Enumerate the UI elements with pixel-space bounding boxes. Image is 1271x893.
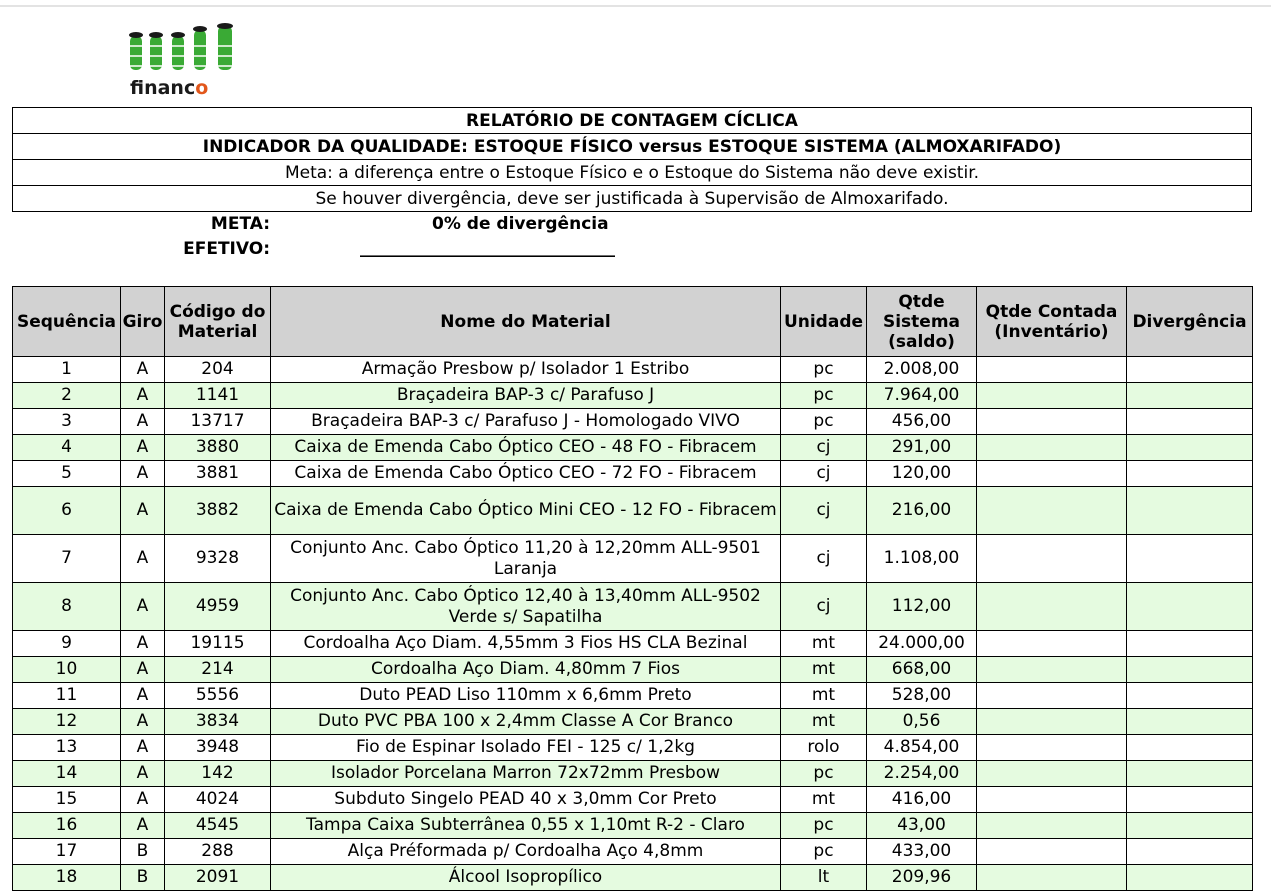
table-row <box>13 709 1253 735</box>
table-cell <box>1127 435 1253 461</box>
table-cell: 13717 <box>165 409 271 435</box>
table-cell[interactable] <box>977 583 1127 631</box>
table-cell: 17 <box>13 839 121 865</box>
table-cell: mt <box>781 657 867 683</box>
logo-wordmark: financo <box>130 77 209 99</box>
table-cell: 2091 <box>165 865 271 891</box>
table-cell[interactable] <box>977 735 1127 761</box>
table-cell <box>1127 583 1253 631</box>
table-cell[interactable] <box>977 657 1127 683</box>
table-cell: Braçadeira BAP-3 c/ Parafuso J <box>271 383 781 409</box>
table-cell: A <box>121 461 165 487</box>
table-cell[interactable] <box>977 435 1127 461</box>
table-cell: cj <box>781 461 867 487</box>
table-cell: pc <box>781 383 867 409</box>
table-cell <box>1127 357 1253 383</box>
table-cell: 2 <box>13 383 121 409</box>
table-cell: Subduto Singelo PEAD 40 x 3,0mm Cor Preto <box>271 787 781 813</box>
table-cell: Caixa de Emenda Cabo Óptico Mini CEO - 12 FO - Fibracem <box>271 487 781 535</box>
table-cell: mt <box>781 683 867 709</box>
table-cell: rolo <box>781 735 867 761</box>
top-divider <box>0 5 1271 7</box>
logo-bars-icon <box>128 22 240 78</box>
table-cell: 15 <box>13 787 121 813</box>
table-row <box>13 409 1253 435</box>
table-cell <box>1127 865 1253 891</box>
meta-value: 0% de divergência <box>432 214 609 234</box>
table-cell: Conjunto Anc. Cabo Óptico 11,20 à 12,20mm ALL-9501 Laranja <box>271 535 781 583</box>
table-cell: A <box>121 761 165 787</box>
table-cell: 7.964,00 <box>867 383 977 409</box>
table-cell: 433,00 <box>867 839 977 865</box>
table-cell: 8 <box>13 583 121 631</box>
table-cell: 16 <box>13 813 121 839</box>
table-cell: cj <box>781 487 867 535</box>
goal-note: Meta: a diferença entre o Estoque Físico e o Estoque do Sistema não deve existir. <box>13 160 1252 186</box>
table-cell: Fio de Espinar Isolado FEI - 125 c/ 1,2kg <box>271 735 781 761</box>
table-cell: 5556 <box>165 683 271 709</box>
table-row <box>13 735 1253 761</box>
table-cell: 142 <box>165 761 271 787</box>
table-cell: A <box>121 409 165 435</box>
table-row <box>13 787 1253 813</box>
table-cell: 5 <box>13 461 121 487</box>
table-cell: pc <box>781 839 867 865</box>
table-cell[interactable] <box>977 357 1127 383</box>
table-cell: 43,00 <box>867 813 977 839</box>
table-cell[interactable] <box>977 487 1127 535</box>
table-cell: B <box>121 865 165 891</box>
table-cell: 4 <box>13 435 121 461</box>
report-title: RELATÓRIO DE CONTAGEM CÍCLICA <box>13 108 1252 134</box>
col-header: Código do Material <box>165 287 271 357</box>
table-cell <box>1127 839 1253 865</box>
table-cell: Armação Presbow p/ Isolador 1 Estribo <box>271 357 781 383</box>
table-cell: Duto PVC PBA 100 x 2,4mm Classe A Cor Branco <box>271 709 781 735</box>
table-cell: 11 <box>13 683 121 709</box>
table-cell: Tampa Caixa Subterrânea 0,55 x 1,10mt R-2 - Claro <box>271 813 781 839</box>
table-cell: 4.854,00 <box>867 735 977 761</box>
table-cell: 9328 <box>165 535 271 583</box>
table-cell: pc <box>781 813 867 839</box>
table-cell <box>1127 735 1253 761</box>
table-cell[interactable] <box>977 383 1127 409</box>
table-cell: A <box>121 787 165 813</box>
table-cell: 456,00 <box>867 409 977 435</box>
company-logo <box>128 22 240 100</box>
table-cell: A <box>121 435 165 461</box>
table-cell: Duto PEAD Liso 110mm x 6,6mm Preto <box>271 683 781 709</box>
table-row <box>13 631 1253 657</box>
table-cell: cj <box>781 535 867 583</box>
report-subtitle: INDICADOR DA QUALIDADE: ESTOQUE FÍSICO versus ESTOQUE SISTEMA (ALMOXARIFADO) <box>13 134 1252 160</box>
table-row <box>13 761 1253 787</box>
table-cell <box>1127 761 1253 787</box>
table-cell: Alça Préformada p/ Cordoalha Aço 4,8mm <box>271 839 781 865</box>
table-cell: 216,00 <box>867 487 977 535</box>
table-cell: 3834 <box>165 709 271 735</box>
table-cell[interactable] <box>977 839 1127 865</box>
table-cell: pc <box>781 409 867 435</box>
table-cell: A <box>121 631 165 657</box>
table-row <box>13 583 1253 631</box>
table-cell: A <box>121 683 165 709</box>
table-row <box>13 535 1253 583</box>
table-cell: A <box>121 583 165 631</box>
table-row <box>13 383 1253 409</box>
table-cell: 3880 <box>165 435 271 461</box>
table-cell: pc <box>781 761 867 787</box>
table-cell: mt <box>781 709 867 735</box>
table-cell[interactable] <box>977 709 1127 735</box>
table-cell[interactable] <box>977 865 1127 891</box>
table-cell[interactable] <box>977 409 1127 435</box>
report-header <box>12 107 1252 212</box>
table-row <box>13 357 1253 383</box>
table-cell: pc <box>781 357 867 383</box>
table-cell: 19115 <box>165 631 271 657</box>
table-cell[interactable] <box>977 461 1127 487</box>
table-cell: Conjunto Anc. Cabo Óptico 12,40 à 13,40mm ALL-9502 Verde s/ Sapatilha <box>271 583 781 631</box>
col-header: Nome do Material <box>271 287 781 357</box>
table-cell: B <box>121 839 165 865</box>
table-cell: 668,00 <box>867 657 977 683</box>
table-row <box>13 657 1253 683</box>
table-cell: A <box>121 487 165 535</box>
table-row <box>13 683 1253 709</box>
table-cell[interactable] <box>977 631 1127 657</box>
table-cell <box>1127 787 1253 813</box>
table-cell: 120,00 <box>867 461 977 487</box>
col-header: Unidade <box>781 287 867 357</box>
table-cell: 416,00 <box>867 787 977 813</box>
table-cell: Caixa de Emenda Cabo Óptico CEO - 48 FO - Fibracem <box>271 435 781 461</box>
table-cell: 112,00 <box>867 583 977 631</box>
table-cell <box>1127 657 1253 683</box>
table-cell: A <box>121 535 165 583</box>
table-cell: 3881 <box>165 461 271 487</box>
table-cell: A <box>121 657 165 683</box>
table-cell: A <box>121 709 165 735</box>
table-cell: Isolador Porcelana Marron 72x72mm Presbow <box>271 761 781 787</box>
col-header: Giro <box>121 287 165 357</box>
table-cell: 288 <box>165 839 271 865</box>
table-cell: Cordoalha Aço Diam. 4,80mm 7 Fios <box>271 657 781 683</box>
table-cell: lt <box>781 865 867 891</box>
col-header: Sequência <box>13 287 121 357</box>
table-cell[interactable] <box>977 683 1127 709</box>
table-cell: 10 <box>13 657 121 683</box>
table-cell: 24.000,00 <box>867 631 977 657</box>
table-cell: 3882 <box>165 487 271 535</box>
table-cell: cj <box>781 583 867 631</box>
table-cell: 2.254,00 <box>867 761 977 787</box>
col-header: Qtde Sistema (saldo) <box>867 287 977 357</box>
table-cell[interactable] <box>977 787 1127 813</box>
table-row <box>13 813 1253 839</box>
table-cell: 1 <box>13 357 121 383</box>
table-cell: 214 <box>165 657 271 683</box>
table-cell: Álcool Isopropílico <box>271 865 781 891</box>
table-cell: 13 <box>13 735 121 761</box>
table-cell: 204 <box>165 357 271 383</box>
table-cell <box>1127 631 1253 657</box>
table-cell: 3948 <box>165 735 271 761</box>
table-cell: 14 <box>13 761 121 787</box>
table-cell <box>1127 813 1253 839</box>
table-cell: A <box>121 383 165 409</box>
meta-label: META: <box>210 214 270 234</box>
table-cell: Cordoalha Aço Diam. 4,55mm 3 Fios HS CLA Bezinal <box>271 631 781 657</box>
table-row <box>13 487 1253 535</box>
table-cell: Caixa de Emenda Cabo Óptico CEO - 72 FO - Fibracem <box>271 461 781 487</box>
table-cell[interactable] <box>977 813 1127 839</box>
efetivo-label: EFETIVO: <box>183 239 270 259</box>
table-cell[interactable] <box>977 761 1127 787</box>
table-cell: 528,00 <box>867 683 977 709</box>
table-cell <box>1127 409 1253 435</box>
table-cell: 209,96 <box>867 865 977 891</box>
table-cell <box>1127 535 1253 583</box>
table-cell: Braçadeira BAP-3 c/ Parafuso J - Homologado VIVO <box>271 409 781 435</box>
table-cell: A <box>121 357 165 383</box>
table-cell: A <box>121 735 165 761</box>
table-cell <box>1127 461 1253 487</box>
table-cell[interactable] <box>977 535 1127 583</box>
table-cell: 4545 <box>165 813 271 839</box>
table-row <box>13 461 1253 487</box>
table-row <box>13 839 1253 865</box>
table-cell: 3 <box>13 409 121 435</box>
table-cell <box>1127 383 1253 409</box>
table-cell: cj <box>781 435 867 461</box>
table-cell: 1.108,00 <box>867 535 977 583</box>
table-cell: 1141 <box>165 383 271 409</box>
table-cell: 7 <box>13 535 121 583</box>
table-header-row <box>13 287 1253 357</box>
table-cell: 9 <box>13 631 121 657</box>
table-cell: 6 <box>13 487 121 535</box>
table-cell: 291,00 <box>867 435 977 461</box>
table-cell: 12 <box>13 709 121 735</box>
table-cell: 4959 <box>165 583 271 631</box>
table-cell: 4024 <box>165 787 271 813</box>
table-row <box>13 865 1253 891</box>
table-cell: 18 <box>13 865 121 891</box>
table-cell <box>1127 709 1253 735</box>
col-header: Divergência <box>1127 287 1253 357</box>
table-cell <box>1127 487 1253 535</box>
table-cell <box>1127 683 1253 709</box>
col-header: Qtde Contada (Inventário) <box>977 287 1127 357</box>
efetivo-value: ______________________________ <box>360 238 615 258</box>
table-cell: 0,56 <box>867 709 977 735</box>
table-cell: mt <box>781 787 867 813</box>
table-cell: A <box>121 813 165 839</box>
table-cell: mt <box>781 631 867 657</box>
inventory-table <box>12 286 1253 891</box>
table-cell: 2.008,00 <box>867 357 977 383</box>
justify-note: Se houver divergência, deve ser justificada à Supervisão de Almoxarifado. <box>13 186 1252 212</box>
table-row <box>13 435 1253 461</box>
